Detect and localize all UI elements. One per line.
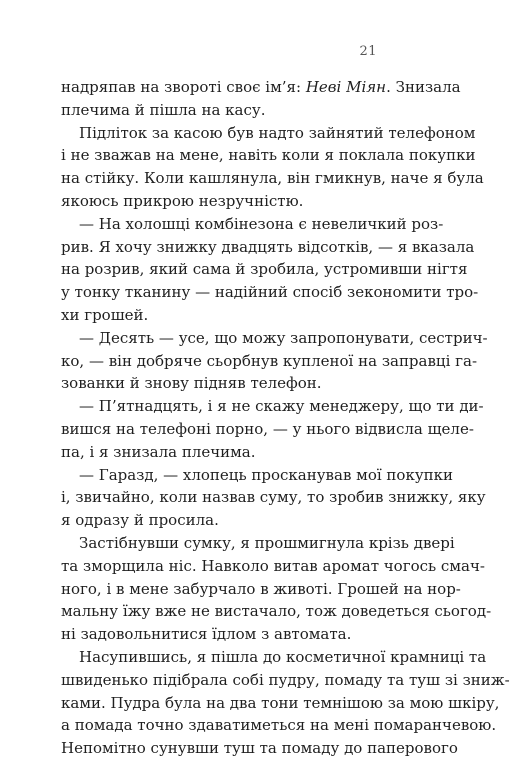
text-line <box>61 190 381 213</box>
text-line-content: на розрив, який сама й зробила, устромивши нігтя <box>61 260 468 279</box>
text-line <box>61 669 510 692</box>
text-line <box>61 327 488 350</box>
text-line-content: — Десять — усе, що можу запропонувати, сестрич- <box>79 328 488 347</box>
text-line <box>61 350 478 373</box>
text-line-content: Насупившись, я пішла до косметичної крамниці та <box>79 647 487 666</box>
text-line-content: зованки й знову підняв телефон. <box>61 374 322 393</box>
text-line-content: Непомітно сунувши туш та помаду до паперового <box>61 739 458 758</box>
text-line <box>61 600 492 623</box>
text-line <box>61 281 479 304</box>
text-line <box>61 737 458 760</box>
text-line <box>61 76 461 99</box>
text-line <box>61 441 381 464</box>
text-line-content: ні задовольнитися їдлом з автомата. <box>61 625 352 644</box>
text-line-content: — П’ятнадцять, і я не скажу менеджеру, що ти ди- <box>79 397 484 416</box>
text-line-content: і, звичайно, коли назвав суму, то зробив знижку, яку <box>61 488 486 507</box>
text-line <box>61 258 468 281</box>
text-line-content: плечима й пішла на касу. <box>61 100 266 119</box>
text-line <box>61 418 474 441</box>
text-line <box>61 623 381 646</box>
text-line <box>61 464 454 487</box>
text-line <box>61 486 486 509</box>
text-line-content: — На холошці комбінезона є невеличкий роз- <box>79 214 444 233</box>
text-line-content: у тонку тканину — надійний спосіб зекономити тро- <box>61 283 479 302</box>
text-line-content: якоюсь прикрою незручністю. <box>61 191 304 210</box>
text-line-content: вишся на телефоні порно, — у нього відвисла щеле- <box>61 419 474 438</box>
text-line-content: — Гаразд, — хлопець просканував мої покупки <box>79 465 454 484</box>
text-line <box>61 714 497 737</box>
text-line <box>61 532 455 555</box>
text-line-content: і не зважав на мене, навіть коли я поклала покупки <box>61 146 476 165</box>
text-line-content: а помада точно здаватиметься на мені помаранчевою. <box>61 716 497 735</box>
text-line <box>61 692 500 715</box>
text-line <box>61 144 476 167</box>
text-line <box>61 304 381 327</box>
text-line <box>61 555 485 578</box>
text-line-content: па, і я знизала плечима. <box>61 442 256 461</box>
body-text <box>61 76 510 760</box>
text-line-tail: . Знизала <box>386 78 461 96</box>
italic-name: Неві Міян <box>305 78 387 96</box>
text-line-content: ко, — він добряче сьорбнув купленої на заправці га- <box>61 351 478 370</box>
text-line-content: на стійку. Коли кашлянула, він гмикнув, наче я була <box>61 169 484 188</box>
text-line <box>61 395 484 418</box>
text-line <box>61 122 476 145</box>
text-line-content: рив. Я хочу знижку двадцять відсотків, — я вказала <box>61 237 475 256</box>
text-line-content: надряпав на звороті своє ім’я: <box>61 78 306 96</box>
text-line-content: хи грошей. <box>61 305 149 324</box>
text-line <box>61 167 484 190</box>
text-line-content: Підліток за касою був надто зайнятий телефоном <box>79 123 476 142</box>
text-line-content: мальну їжу вже не вистачало, тож доведеться сьогод- <box>61 602 492 621</box>
text-line-content: ного, і в мене забурчало в животі. Грошей на нор- <box>61 579 461 598</box>
text-line <box>61 99 381 122</box>
text-line-content: Застібнувши сумку, я прошмигнула крізь двері <box>79 533 455 552</box>
text-line <box>61 372 381 395</box>
page-number: 21 <box>359 44 377 59</box>
text-line <box>61 646 487 669</box>
text-line <box>61 236 475 259</box>
text-line-content: ками. Пудра була на два тони темнішою за мою шкіру, <box>61 693 500 712</box>
text-line <box>61 213 444 236</box>
text-line-content: швиденько підібрала собі пудру, помаду та туш зі зниж- <box>61 670 510 689</box>
text-line <box>61 578 461 601</box>
text-line <box>61 509 381 532</box>
text-line-content: я одразу й просила. <box>61 511 219 530</box>
text-line-content: та зморщила ніс. Навколо витав аромат чогось смач- <box>61 556 485 575</box>
